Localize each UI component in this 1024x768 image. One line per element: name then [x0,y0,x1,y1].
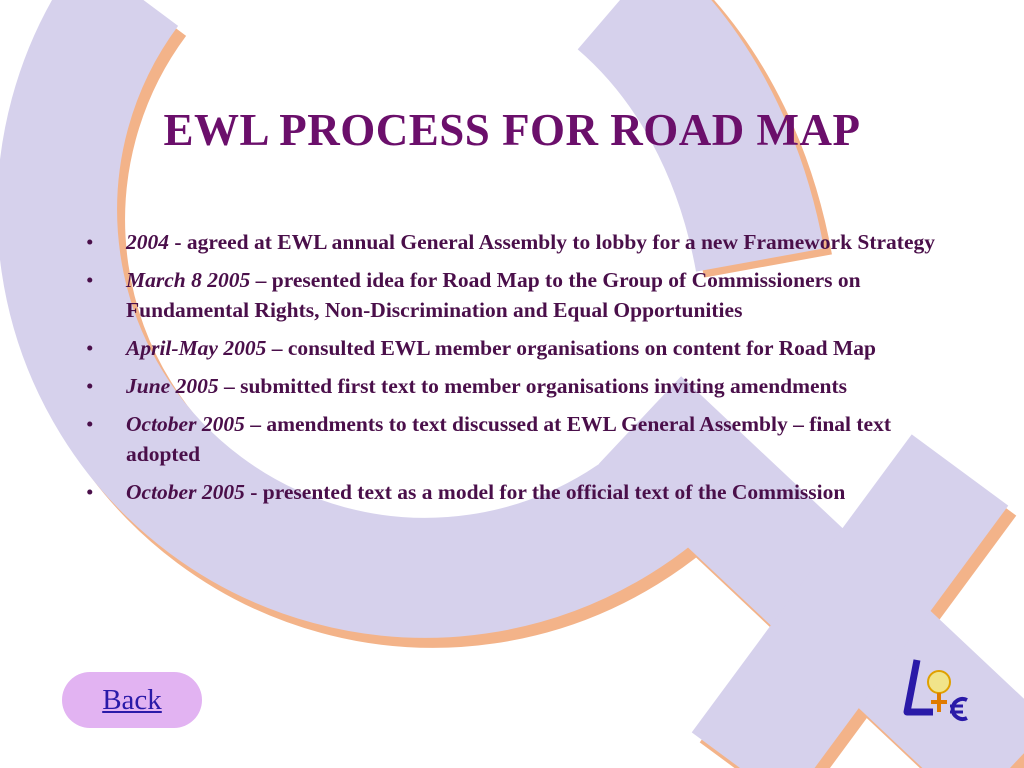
bullet-separator: – [250,268,272,292]
bullet-text: consulted EWL member organisations on content for Road Map [287,336,876,360]
bullet-separator: – [218,374,241,398]
bullet-separator: – [244,412,267,436]
bullet-icon: • [86,374,94,398]
ewl-logo-icon [895,652,975,732]
list-item [86,333,946,363]
list-item [86,227,946,257]
bullet-date: 2004 [126,230,169,254]
bullet-date: October 2005 [126,412,245,436]
bullet-icon: • [86,412,94,436]
bullet-separator: - [244,480,263,504]
bullet-icon: • [86,480,94,504]
bullet-text: amendments to text discussed at EWL General Assembly – final text adopted [126,412,892,466]
bullet-text: submitted first text to member organisations inviting amendments [240,374,848,398]
bullet-separator: - [169,230,187,254]
bullet-date: March 8 2005 [126,268,251,292]
bullet-text: agreed at EWL annual General Assembly to lobby for a new Framework Strategy [186,230,936,254]
bullet-text: presented idea for Road Map to the Group of Commissioners on Fundamental Rights, Non-Discrimination and Equal Opportunities [126,268,861,322]
bullet-date: June 2005 [126,374,219,398]
list-item [86,477,946,507]
bullet-separator: – [266,336,288,360]
bullet-date: April-May 2005 [126,336,267,360]
bullet-icon: • [86,230,94,254]
bullet-text: presented text as a model for the official text of the Commission [262,480,846,504]
bullet-list [86,227,946,515]
back-button[interactable]: Back [62,672,202,728]
list-item [86,265,946,325]
list-item [86,371,946,401]
bullet-icon: • [86,268,94,292]
slide-title: EWL PROCESS FOR ROAD MAP [163,105,861,155]
bullet-icon: • [86,336,94,360]
bullet-date: October 2005 [126,480,245,504]
list-item [86,409,946,469]
